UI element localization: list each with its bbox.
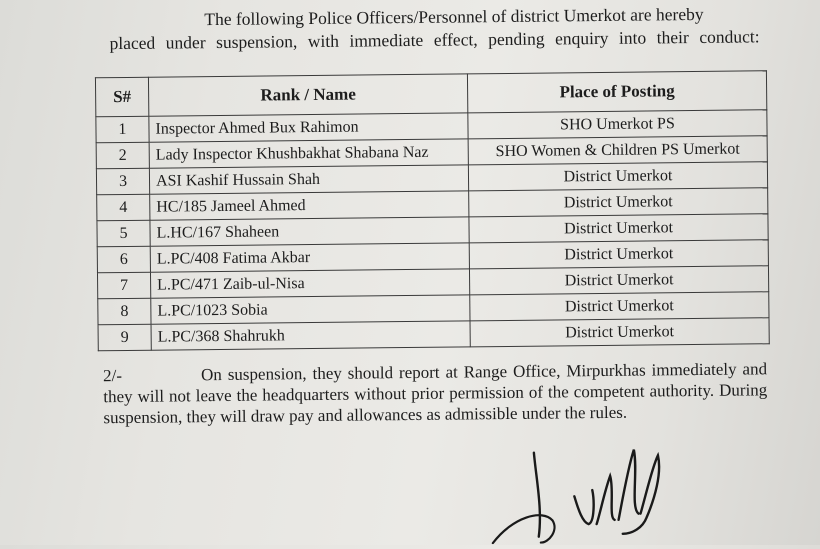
intro-line-1: The following Police Officers/Personnel of district Umerkot are hereby xyxy=(204,3,704,30)
cell-posting: District Umerkot xyxy=(469,240,768,269)
cell-rank-name: L.PC/408 Fatima Akbar xyxy=(150,243,469,272)
cell-rank-name: L.PC/471 Zaib-ul-Nisa xyxy=(150,269,469,298)
header-serial: S# xyxy=(95,77,148,117)
cell-posting: District Umerkot xyxy=(470,318,769,347)
cell-serial: 4 xyxy=(97,194,150,221)
cell-posting: District Umerkot xyxy=(469,214,768,243)
intro-line-2: placed under suspension, with immediate effect, pending enquiry into their conduct: xyxy=(109,26,760,54)
cell-rank-name: L.PC/368 Shahrukh xyxy=(151,321,470,350)
suspension-table xyxy=(95,70,770,351)
cell-serial: 7 xyxy=(97,272,150,299)
cell-posting: District Umerkot xyxy=(469,188,768,217)
cell-rank-name: HC/185 Jameel Ahmed xyxy=(150,191,469,220)
cell-posting: SHO Women & Children PS Umerkot xyxy=(468,136,767,165)
cell-posting: SHO Umerkot PS xyxy=(468,110,767,139)
cell-serial: 5 xyxy=(97,220,150,247)
cell-rank-name: L.HC/167 Shaheen xyxy=(150,217,469,246)
cell-serial: 9 xyxy=(98,324,151,351)
cell-rank-name: Lady Inspector Khushbakhat Shabana Naz xyxy=(149,139,468,168)
cell-serial: 6 xyxy=(97,246,150,273)
paragraph-text: On suspension, they should report at Range Office, Mirpurkhas immediately and they will not leave the headquarters without prior permission of the competent authority. During suspension, they will draw pay and allowances as admissible under the rules. xyxy=(103,359,768,428)
paragraph-number: 2/- xyxy=(102,366,123,386)
intro-text xyxy=(109,2,759,55)
cell-rank-name: L.PC/1023 Sobia xyxy=(151,295,470,324)
cell-serial: 2 xyxy=(96,142,149,169)
cell-rank-name: ASI Kashif Hussain Shah xyxy=(149,165,468,194)
cell-serial: 8 xyxy=(98,298,151,325)
header-rank-name: Rank / Name xyxy=(148,74,467,116)
instructions-paragraph xyxy=(103,358,768,428)
cell-posting: District Umerkot xyxy=(470,292,769,321)
signature-icon xyxy=(482,437,683,544)
cell-posting: District Umerkot xyxy=(469,266,768,295)
cell-serial: 3 xyxy=(96,168,149,195)
header-place-of-posting: Place of Posting xyxy=(467,71,766,113)
cell-rank-name: Inspector Ahmed Bux Rahimon xyxy=(149,113,468,142)
cell-serial: 1 xyxy=(96,116,149,143)
cell-posting: District Umerkot xyxy=(468,162,767,191)
